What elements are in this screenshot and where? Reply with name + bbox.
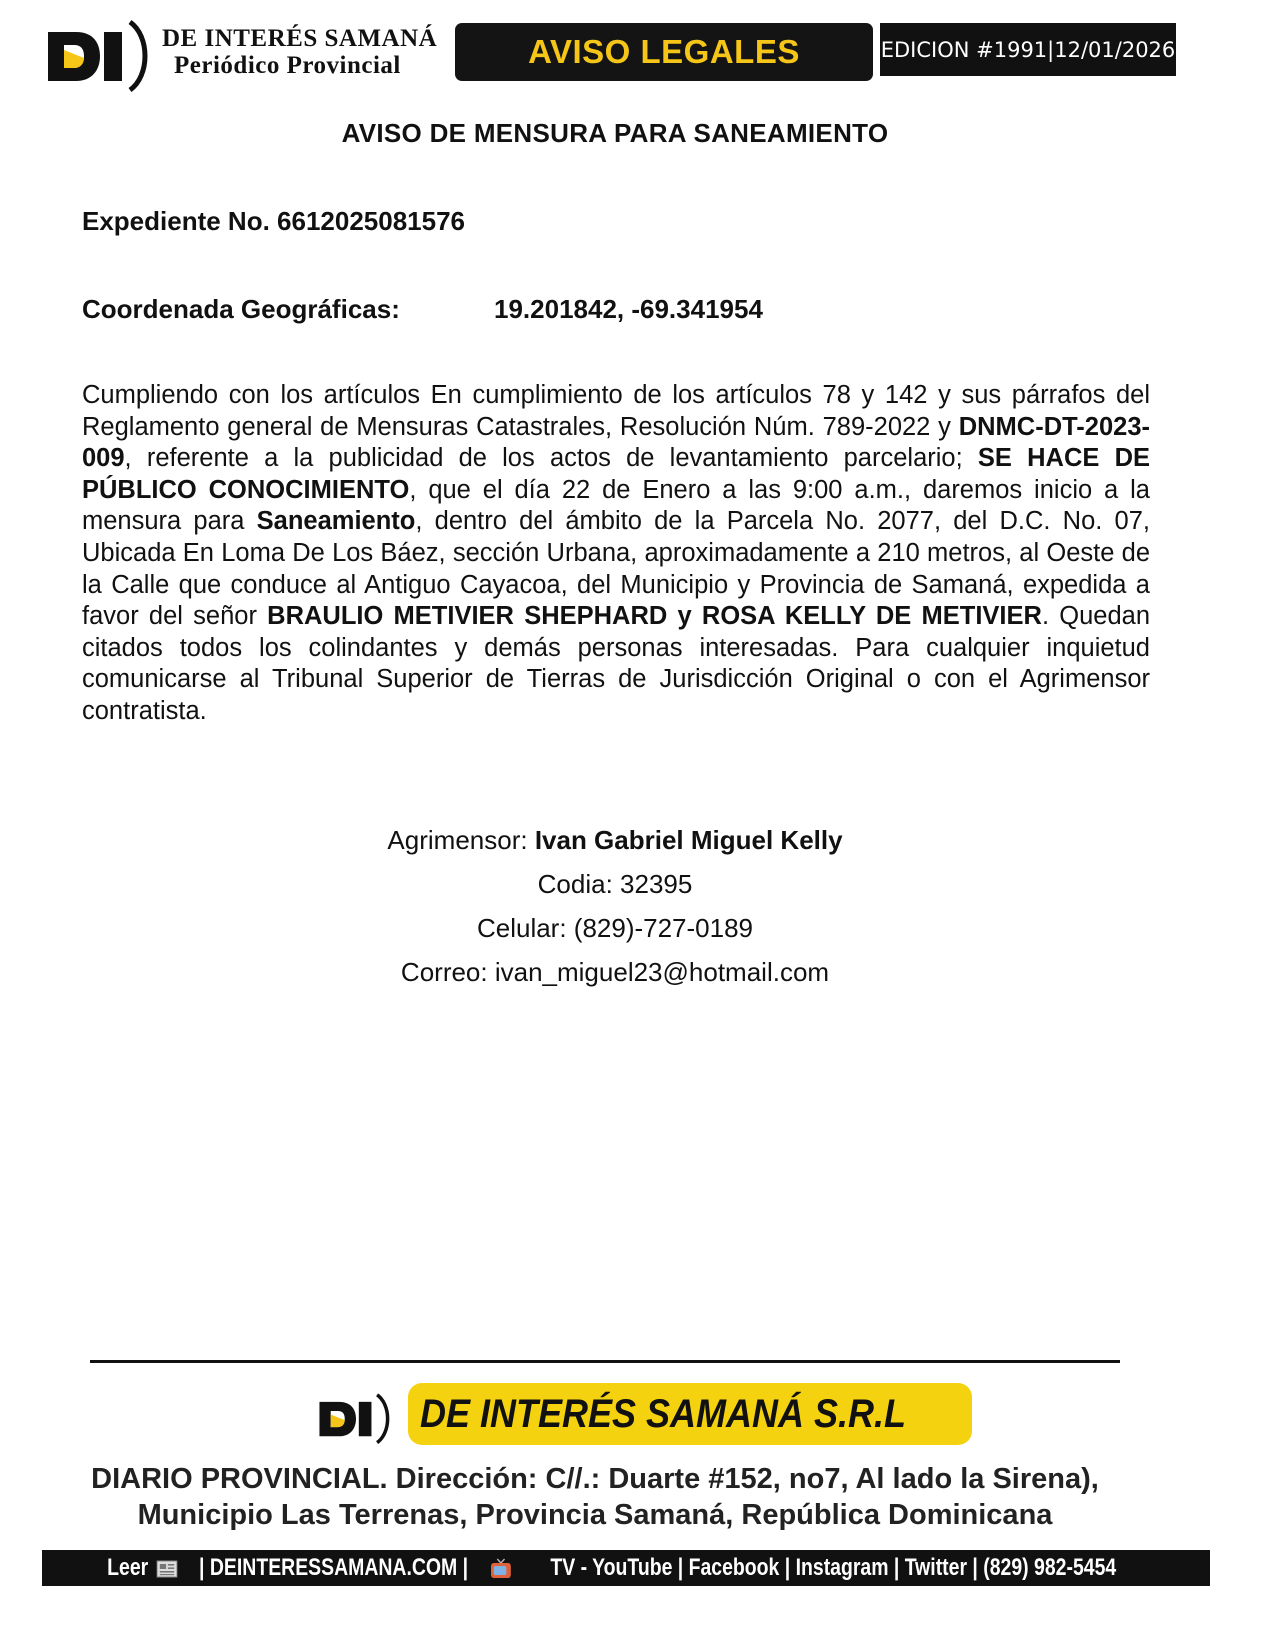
body-text-3: , que el día 22 de Enero a las 9:00 a.m., daremos inicio a la mensura para bbox=[82, 475, 1150, 536]
footer-address bbox=[0, 1461, 1190, 1533]
footer-links-bar bbox=[42, 1550, 1210, 1586]
phone-line: Celular: (829)-727-0189 bbox=[476, 913, 754, 943]
expediente-number: Expediente No. 6612025081576 bbox=[82, 206, 466, 236]
brand-subtitle: Periódico Provincial bbox=[174, 52, 401, 79]
surveyor-line bbox=[0, 818, 1230, 862]
section-banner bbox=[455, 23, 873, 81]
section-banner-label: AVISO LEGALES bbox=[528, 33, 800, 70]
social-links[interactable]: TV - YouTube | Facebook | Instagram | Twitter | (829) 982-5454 bbox=[549, 1554, 1116, 1581]
notice-title: AVISO DE MENSURA PARA SANEAMIENTO bbox=[341, 118, 889, 148]
edition-label: EDICION #1991|12/01/2026 bbox=[880, 37, 1176, 62]
surveyor-label: Agrimensor: bbox=[387, 825, 535, 855]
footer-links-text bbox=[105, 1554, 1147, 1582]
coordinates-value: 19.201842, -69.341954 bbox=[494, 294, 763, 324]
site-link[interactable]: | DEINTERESSAMANA.COM | bbox=[199, 1554, 469, 1581]
body-text-1: Cumpliendo con los artículos En cumplimiento de los artículos 78 y 142 y sus párrafos del Reglamento general de Mensuras Catastrales, Resolución Núm. 789-2022 y bbox=[82, 381, 1150, 441]
body-bold-saneamiento: Saneamiento bbox=[256, 507, 416, 536]
email-line: Correo: ivan_miguel23@hotmail.com bbox=[400, 957, 830, 987]
coordinates-row bbox=[82, 294, 763, 325]
body-text-5: . Quedan citados todos los colindantes y demás personas interesadas. Para cualquier inquietud comunicarse al Tribunal Superior de Tierras de Jurisdicción Original o con el Agrimensor contratista. bbox=[82, 602, 1151, 725]
newspaper-icon bbox=[156, 1559, 178, 1579]
body-bold-public-notice: SE HACE DE PÚBLICO CONOCIMIENTO bbox=[82, 444, 1150, 504]
edition-box bbox=[880, 23, 1176, 76]
tv-icon bbox=[489, 1558, 512, 1580]
codia-line: Codia: 32395 bbox=[537, 869, 693, 899]
footer-brand-name: DE INTERÉS SAMANÁ S.R.L bbox=[420, 1391, 907, 1436]
coordinates-label: Coordenada Geográficas: bbox=[82, 294, 400, 324]
body-bold-owners: BRAULIO METIVIER SHEPHARD y ROSA KELLY DE METIVIER bbox=[267, 602, 1042, 631]
body-bold-reference: DNMC-DT-2023-009 bbox=[82, 412, 1150, 473]
di-logo bbox=[46, 18, 154, 92]
surveyor-contact bbox=[0, 818, 1230, 994]
brand-name: DE INTERÉS SAMANÁ bbox=[162, 25, 438, 52]
notice-body bbox=[82, 380, 1150, 728]
address-line-1: DIARIO PROVINCIAL. Dirección: C//.: Duarte #152, no7, Al lado la Sirena), bbox=[91, 1463, 1099, 1495]
surveyor-name: Ivan Gabriel Miguel Kelly bbox=[534, 825, 843, 855]
read-label: Leer bbox=[107, 1554, 149, 1581]
footer-brand-badge bbox=[408, 1383, 972, 1445]
body-text-4: , dentro del ámbito de la Parcela No. 2077, del D.C. No. 07, Ubicada En Loma De Los Báez, sección Urbana, aproximadamente a 210 metros, al Oeste de la Calle que conduce al Antiguo Cayacoa, del Municipio y Provincia de Samaná, expedida a favor del señor bbox=[82, 507, 1150, 631]
address-line-2: Municipio Las Terrenas, Provincia Samaná, República Dominicana bbox=[137, 1499, 1053, 1531]
footer-di-logo bbox=[318, 1392, 394, 1444]
footer-divider bbox=[90, 1360, 1120, 1363]
body-text-2: , referente a la publicidad de los actos de levantamiento parcelario; bbox=[124, 444, 978, 473]
